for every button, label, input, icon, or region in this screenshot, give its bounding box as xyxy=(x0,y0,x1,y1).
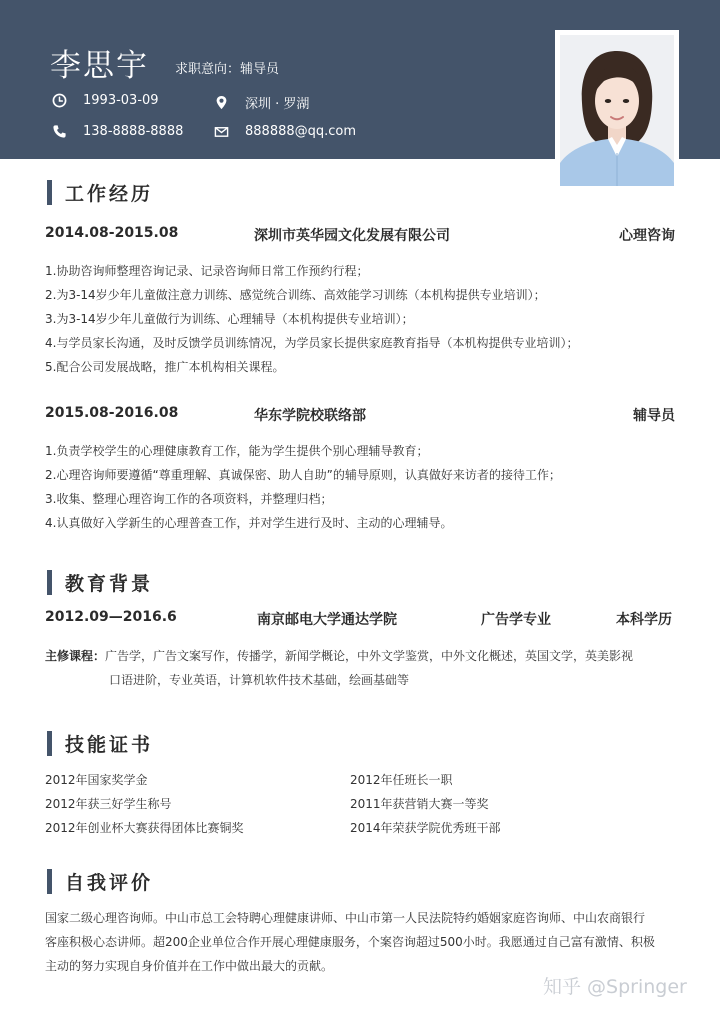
email-text: 888888@qq.com xyxy=(245,124,357,139)
location-pin-icon xyxy=(214,95,229,110)
job-2-duty: 2.心理咨询师要遵循“尊重理解、真诚保密、助人自助”的辅导原则，认真做好来访者的接待工作； xyxy=(45,468,561,482)
job-2-duty: 4.认真做好入学新生的心理普查工作，并对学生进行及时、主动的心理辅导。 xyxy=(45,516,453,530)
job-1-duty: 5.配合公司发展战略，推广本机构相关课程。 xyxy=(45,360,285,374)
self-evaluation-line: 国家二级心理咨询师。中山市总工会特聘心理健康讲师、中山市第一人民法院特约婚姻家庭咨询师、中山农商银行 xyxy=(45,911,646,925)
section-bar xyxy=(47,570,52,595)
job-1-period: 2014.08-2015.08 xyxy=(45,225,179,241)
coursework-list: 广告学，广告文案写作，传播学，新闻学概论，中外文学鉴赏，中外文化概述，英国文学，英美影视 xyxy=(105,649,634,663)
job-2-role: 辅导员 xyxy=(633,408,675,424)
email-row xyxy=(214,124,356,139)
section-bar xyxy=(47,180,52,205)
coursework-label: 主修课程： xyxy=(45,649,106,663)
job-2-company: 华东学院校联络部 xyxy=(254,408,366,424)
skill-item: 2011年获营销大赛一等奖 xyxy=(350,797,489,811)
self-evaluation-line: 客座积极心态讲师。超200企业单位合作开展心理健康服务，个案咨询超过500小时。我愿通过自己富有激情、积极 xyxy=(45,935,655,949)
section-work-experience xyxy=(47,179,153,206)
section-bar xyxy=(47,869,52,894)
job-2-duty: 1.负责学校学生的心理健康教育工作，能为学生提供个别心理辅导教育； xyxy=(45,444,429,458)
job-1-duty: 4.与学员家长沟通，及时反馈学员训练情况，为学员家长提供家庭教育指导（本机构提供专业培训）； xyxy=(45,336,579,350)
section-title: 工作经历 xyxy=(65,183,154,205)
section-bar xyxy=(47,731,52,756)
profile-photo xyxy=(555,30,679,191)
phone-text: 138-8888-8888 xyxy=(83,124,184,139)
self-evaluation-text xyxy=(45,906,690,978)
skill-item: 2012年国家奖学金 xyxy=(45,773,148,787)
skill-item: 2012年获三好学生称号 xyxy=(45,797,172,811)
birthday-text: 1993-03-09 xyxy=(83,93,159,108)
candidate-name: 李思宇 xyxy=(50,48,149,84)
job-1-company: 深圳市英华园文化发展有限公司 xyxy=(254,228,450,244)
job-2-duty: 3.收集、整理心理咨询工作的各项资料，并整理归档； xyxy=(45,492,333,506)
job-2-period: 2015.08-2016.08 xyxy=(45,405,179,421)
clock-icon xyxy=(52,93,67,108)
location-text: 深圳 · 罗湖 xyxy=(245,97,310,112)
section-education xyxy=(47,569,153,596)
portrait-photo-icon xyxy=(560,35,674,186)
location-row xyxy=(214,93,309,112)
skill-item: 2012年任班长一职 xyxy=(350,773,453,787)
skill-item: 2012年创业杯大赛获得团体比赛铜奖 xyxy=(45,821,244,835)
education-period: 2012.09—2016.6 xyxy=(45,609,177,625)
job-intent: 求职意向：辅导员 xyxy=(175,62,280,77)
skill-item: 2014年荣获学院优秀班干部 xyxy=(350,821,501,835)
birthday-row xyxy=(52,93,159,108)
coursework-list-cont: 口语进阶，专业英语，计算机软件技术基础，绘画基础等 xyxy=(109,673,410,687)
coursework xyxy=(45,644,685,692)
section-title: 技能证书 xyxy=(65,734,154,756)
section-title: 教育背景 xyxy=(65,573,154,595)
section-skills xyxy=(47,730,153,757)
education-degree: 本科学历 xyxy=(616,612,672,628)
self-evaluation-line: 主动的努力实现自身价值并在工作中做出最大的贡献。 xyxy=(45,959,334,973)
education-school: 南京邮电大学通达学院 xyxy=(257,612,397,628)
job-1-duty: 1.协助咨询师整理咨询记录、记录咨询师日常工作预约行程； xyxy=(45,264,369,278)
job-1-role: 心理咨询 xyxy=(619,228,675,244)
phone-icon xyxy=(52,124,67,139)
watermark: 知乎 @Springer xyxy=(543,976,687,998)
education-major: 广告学专业 xyxy=(481,612,551,628)
job-1-duty: 3.为3-14岁少年儿童做行为训练、心理辅导（本机构提供专业培训）； xyxy=(45,312,414,326)
section-title: 自我评价 xyxy=(65,872,154,894)
mail-icon xyxy=(214,124,229,139)
section-self-evaluation xyxy=(47,868,153,895)
job-1-duty: 2.为3-14岁少年儿童做注意力训练、感觉统合训练、高效能学习训练（本机构提供专业培训）； xyxy=(45,288,546,302)
phone-row xyxy=(52,124,183,139)
